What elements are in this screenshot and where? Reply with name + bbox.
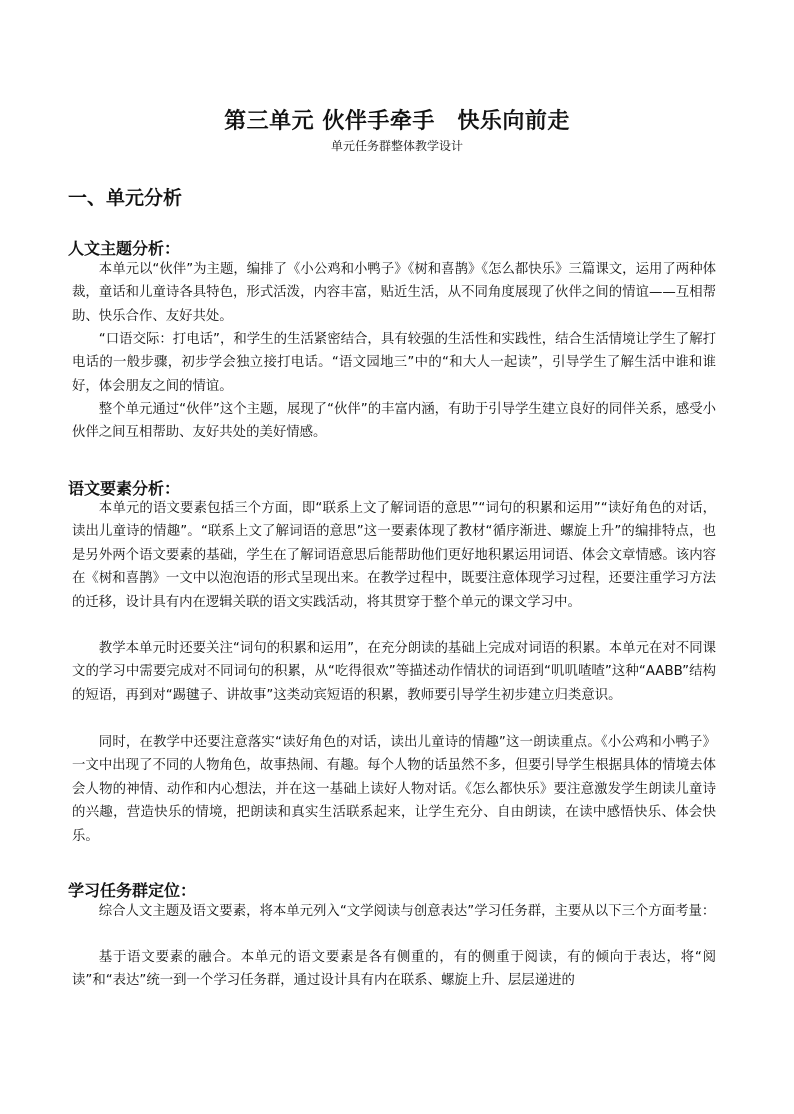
paragraph: 教学本单元时还要关注“词句的积累和运用”，在充分朗读的基础上完成对词语的积累。本单元在对不同课文的学习中需要完成对不同词句的积累，从“吃得很欢”等描述动作情状的词语到“叽叽喳喳”这种“AABB”结构的短语，再到对“踢毽子、讲故事”这类动宾短语的积累，教师要引导学生初步建立归类意识。 — [72, 641, 716, 703]
heading-task-group: 学习任务群定位： — [68, 881, 197, 900]
paragraph: 基于语文要素的融合。本单元的语文要素是各有侧重的，有的侧重于阅读，有的倾向于表达，将“阅读”和“表达”统一到一个学习任务群，通过设计具有内在联系、螺旋上升、层层递进的 — [72, 950, 716, 989]
paragraph: 整个单元通过“伙伴”这个主题，展现了“伙伴”的丰富内涵，有助于引导学生建立良好的同伴关系，感受小伙伴之间互相帮助、友好共处的美好情感。 — [72, 402, 716, 441]
paragraph: 本单元的语文要素包括三个方面，即“联系上文了解词语的意思”“词句的积累和运用”“读好角色的对话，读出儿童诗的情趣”。“联系上文了解词语的意思”这一要素体现了教材“循序渐进、螺旋上升”的编排特点，也是另外两个语文要素的基础，学生在了解词语意思后能帮助他们更好地积累运用词语、体会文章情感。该内容在《树和喜鹊》一文中以泡泡语的形式呈现出来。在教学过程中，既要注意体现学习过程，还要注重学习方法的迁移，设计具有内在逻辑关联的语文实践活动，将其贯穿于整个单元的课文学习中。 — [72, 501, 716, 610]
paragraph: 本单元以“伙伴”为主题，编排了《小公鸡和小鸭子》《树和喜鹊》《怎么都快乐》三篇课文，运用了两种体裁，童话和儿童诗各具特色，形式活泼，内容丰富，贴近生活，从不同角度展现了伙伴之间的情谊——互相帮助、快乐合作、友好共处。 — [72, 262, 716, 324]
paragraph: 同时，在教学中还要注意落实“读好角色的对话，读出儿童诗的情趣”这一朗读重点。《小公鸡和小鸭子》一文中出现了不同的人物角色，故事热闹、有趣。每个人物的话虽然不多，但要引导学生根据具体的情境去体会人物的神情、动作和内心想法，并在这一基础上读好人物对话。《怎么都快乐》要注意激发学生朗读儿童诗的兴趣，营造快乐的情境，把朗读和真实生活联系起来，让学生充分、自由朗读，在读中感悟快乐、体会快乐。 — [72, 735, 716, 844]
heading-language-elements: 语文要素分析： — [68, 479, 181, 498]
paragraph: “口语交际：打电话”，和学生的生活紧密结合，具有较强的生活性和实践性，结合生活情境让学生了解打电话的一般步骤，初步学会独立接打电话。“语文园地三”中的“和大人一起读”，引导学生了解生活中谁和谁好，体会朋友之间的情谊。 — [72, 332, 716, 394]
page-title: 第三单元 伙伴手牵手 快乐向前走 — [224, 109, 570, 134]
section-heading-unit-analysis: 一、单元分析 — [68, 187, 183, 209]
paragraph: 综合人文主题及语文要素，将本单元列入“文学阅读与创意表达”学习任务群，主要从以下三个方面考量： — [98, 904, 716, 919]
heading-humanities-analysis: 人文主题分析： — [68, 239, 181, 258]
page-subtitle: 单元任务群整体教学设计 — [330, 139, 463, 153]
